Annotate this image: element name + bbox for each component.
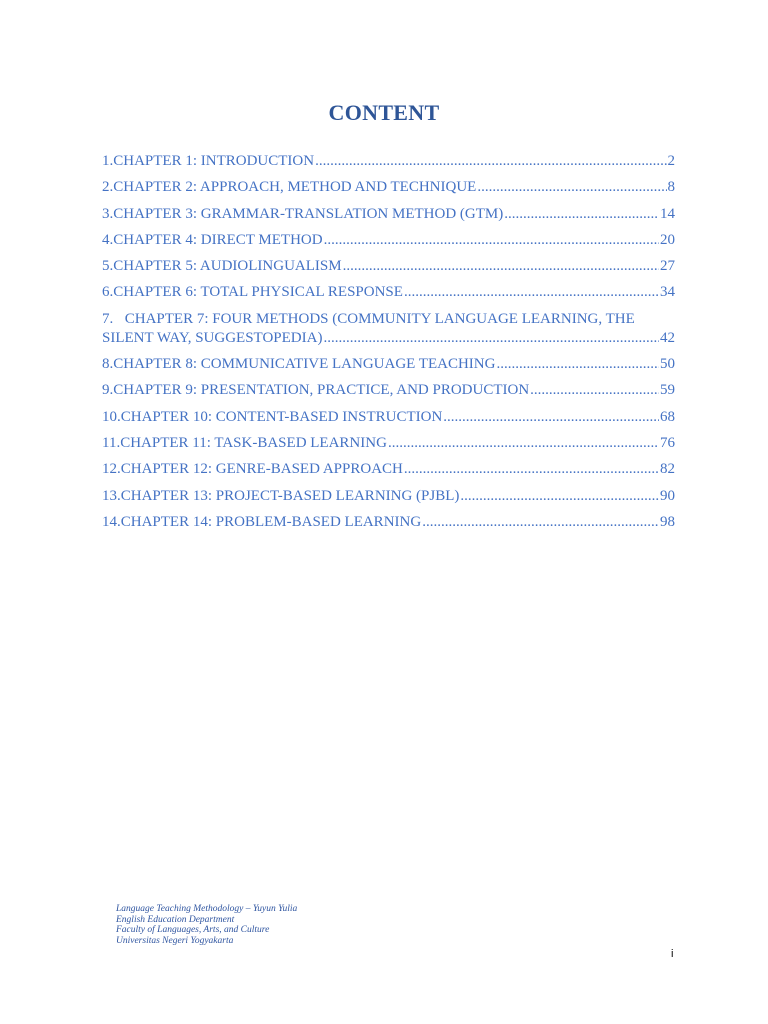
toc-entry-chapter-5[interactable] <box>102 257 675 276</box>
toc-dot-leader <box>422 513 659 532</box>
toc-entry-page: 2 <box>667 153 675 169</box>
toc-dot-leader <box>323 329 659 348</box>
toc-entry-chapter-1[interactable] <box>102 152 675 171</box>
toc-dot-leader <box>404 283 659 302</box>
toc-entry-chapter-12[interactable] <box>102 460 675 479</box>
footer-faculty: Faculty of Languages, Arts, and Culture <box>116 925 270 936</box>
toc-dot-leader <box>477 178 666 197</box>
toc-entry-title: CHAPTER 1: INTRODUCTION <box>113 153 315 169</box>
toc-entry-page: 14 <box>660 205 675 222</box>
toc-entry-title: CHAPTER 2: APPROACH, METHOD AND TECHNIQUE <box>113 179 477 196</box>
toc-dot-leader <box>324 231 659 250</box>
toc-entry-page: 68 <box>660 408 675 425</box>
footer-book-title: Language Teaching Methodology – Yuyun Yulia <box>116 904 298 914</box>
toc-dot-leader <box>496 355 659 374</box>
toc-entry-chapter-13[interactable] <box>102 487 675 506</box>
toc-entry-number: 11. <box>102 434 121 451</box>
toc-dot-leader <box>343 257 659 276</box>
toc-dot-leader <box>388 434 659 453</box>
footer-university: Universitas Negeri Yogyakarta <box>116 935 234 946</box>
toc-entry-chapter-7[interactable] <box>102 310 675 348</box>
toc-entry-page: 42 <box>660 329 675 346</box>
toc-entry-number: 13. <box>102 487 121 504</box>
toc-entry-page: 76 <box>660 434 675 451</box>
toc-entry-page: 27 <box>660 258 675 275</box>
toc-entry-page: 34 <box>660 284 675 301</box>
toc-entry-number: 12. <box>102 461 121 478</box>
toc-entry-number: 1. <box>102 153 114 169</box>
toc-entry-number: 9. <box>102 382 114 399</box>
table-of-contents <box>102 152 675 539</box>
footer-department: English Education Department <box>116 914 235 925</box>
toc-entry-number: 2. <box>102 179 114 196</box>
toc-entry-chapter-4[interactable] <box>102 231 675 250</box>
toc-entry-chapter-8[interactable] <box>102 355 675 374</box>
toc-entry-number: 6. <box>102 284 114 301</box>
toc-entry-page: 98 <box>660 513 675 530</box>
toc-entry-number: 14. <box>102 513 121 530</box>
toc-entry-page: 20 <box>660 231 675 248</box>
toc-dot-leader <box>504 205 659 224</box>
toc-entry-chapter-10[interactable] <box>102 408 675 427</box>
toc-entry-title: CHAPTER 10: CONTENT-BASED INSTRUCTION <box>120 408 443 425</box>
toc-entry-number: 4. <box>102 231 114 248</box>
toc-entry-chapter-9[interactable] <box>102 381 675 400</box>
toc-entry-title: CHAPTER 5: AUDIOLINGUALISM <box>113 258 342 275</box>
toc-dot-leader <box>530 381 659 400</box>
toc-entry-page: 90 <box>660 487 675 504</box>
toc-dot-leader <box>443 408 659 427</box>
toc-entry-page: 50 <box>660 356 675 373</box>
toc-entry-number: 7. <box>102 310 114 327</box>
toc-dot-leader <box>404 460 659 479</box>
toc-entry-title: CHAPTER 6: TOTAL PHYSICAL RESPONSE <box>113 284 403 301</box>
toc-entry-number: 5. <box>102 258 114 275</box>
page-title: CONTENT <box>328 100 440 125</box>
toc-entry-chapter-14[interactable] <box>102 513 675 532</box>
toc-entry-chapter-11[interactable] <box>102 434 675 453</box>
toc-dot-leader <box>315 152 666 171</box>
toc-entry-title: CHAPTER 11: TASK-BASED LEARNING <box>120 434 387 451</box>
toc-dot-leader <box>460 487 659 506</box>
toc-entry-number: 8. <box>102 356 114 373</box>
toc-entry-number: 3. <box>102 205 114 222</box>
toc-entry-title: CHAPTER 9: PRESENTATION, PRACTICE, AND PRODUCTION <box>113 382 530 399</box>
toc-entry-number: 10. <box>102 408 121 425</box>
toc-entry-title: CHAPTER 7: FOUR METHODS (COMMUNITY LANGUAGE LEARNING, THE <box>124 310 635 327</box>
toc-entry-title-continued: SILENT WAY, SUGGESTOPEDIA) <box>102 329 323 346</box>
toc-entry-title: CHAPTER 8: COMMUNICATIVE LANGUAGE TEACHING <box>113 356 496 373</box>
toc-entry-chapter-3[interactable] <box>102 205 675 224</box>
page-footer <box>116 904 297 946</box>
toc-entry-chapter-6[interactable] <box>102 283 675 302</box>
toc-entry-page: 82 <box>660 461 675 478</box>
toc-entry-title: CHAPTER 14: PROBLEM-BASED LEARNING <box>120 513 422 530</box>
toc-entry-title: CHAPTER 12: GENRE-BASED APPROACH <box>120 461 403 478</box>
toc-entry-page: 8 <box>667 179 675 196</box>
toc-entry-page: 59 <box>660 382 675 399</box>
toc-entry-chapter-2[interactable] <box>102 178 675 197</box>
toc-entry-title: CHAPTER 3: GRAMMAR-TRANSLATION METHOD (GTM) <box>113 205 504 222</box>
page-number: i <box>671 948 674 960</box>
toc-entry-title: CHAPTER 13: PROJECT-BASED LEARNING (PJBL) <box>120 487 460 504</box>
toc-entry-title: CHAPTER 4: DIRECT METHOD <box>113 231 323 248</box>
